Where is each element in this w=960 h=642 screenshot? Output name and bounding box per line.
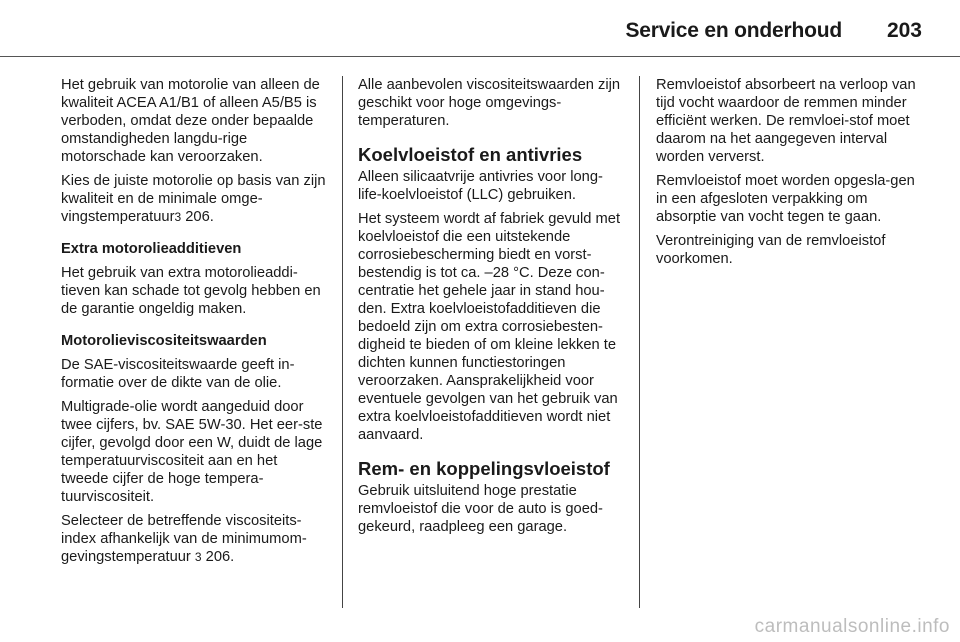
paragraph: Het gebruik van motorolie van alleen de kwaliteit ACEA A1/B1 of alleen A5/B5 is verboden, omdat deze onder bepaalde omstandigheden langdu-rige motorschade kan veroorzaken. xyxy=(61,77,320,165)
paragraph: Remvloeistof absorbeert na verloop van tijd vocht waardoor de remmen minder efficiënt werken. De remvloei-stof moet daarom na het aangegeven interval worden ververst. xyxy=(656,77,916,165)
paragraph xyxy=(61,512,327,566)
paragraph: Alleen silicaatvrije antivries voor long-life-koelvloeistof (LLC) gebruiken. xyxy=(358,169,603,203)
column-right xyxy=(656,76,922,274)
paragraph xyxy=(61,172,327,226)
paragraph: Het systeem wordt af fabriek gevuld met koelvloeistof die een uitstekende corrosiebescherming biedt en vorst-bestendig is tot ca. –28 °C. Deze con-centratie het gehele jaar in stand hou-den. Extra koelvloeistofadditieven die bedoeld zijn om extra corrosiebesten-digheid te bieden of om kleine lekken te dichten kunnen functiestoringen veroorzaken. Aansprakelijkheid voor eventuele gevolgen van het gebruik van extra koelvloeistofadditieven wordt niet aanvaard. xyxy=(358,211,621,443)
page-reference-arrow-icon: 3 xyxy=(174,210,182,224)
page-number: 203 xyxy=(886,19,922,42)
header-divider xyxy=(0,56,960,57)
watermark: carmanualsonline.info xyxy=(754,616,950,637)
paragraph: Gebruik uitsluitend hoge prestatie remvloeistof die voor de auto is goed-gekeurd, raadpleeg een garage. xyxy=(358,483,603,535)
column-middle xyxy=(358,76,624,542)
paragraph: Verontreiniging van de remvloeistof voorkomen. xyxy=(656,233,886,267)
paragraph: Alle aanbevolen viscositeitswaarden zijn geschikt voor hoge omgevings-temperaturen. xyxy=(358,77,621,129)
page-reference[interactable]: 206. xyxy=(181,209,214,225)
paragraph: Multigrade-olie wordt aangeduid door twee cijfers, bv. SAE 5W-30. Het eer-ste cijfer, gevolgd door een W, duidt de lage temperatuurviscositeit aan en het tweede cijfer de hoge tempera-tuurviscositeit. xyxy=(61,399,323,505)
paragraph: De SAE-viscositeitswaarde geeft in-formatie over de dikte van de olie. xyxy=(61,357,295,391)
page-title: Service en onderhoud xyxy=(625,19,842,42)
page-reference[interactable]: 206. xyxy=(201,549,235,565)
column-divider xyxy=(639,76,640,608)
subheading: Motorolieviscositeitswaarden xyxy=(61,333,267,349)
column-left xyxy=(61,76,327,572)
subheading: Extra motorolieadditieven xyxy=(61,241,242,257)
column-divider xyxy=(342,76,343,608)
section-heading: Rem- en koppelingsvloeistof xyxy=(358,458,610,479)
page-header xyxy=(0,0,960,56)
paragraph-text: Kies de juiste motorolie op basis van zijn kwaliteit en de minimale omge-vingstemperatuur xyxy=(61,173,326,225)
paragraph: Remvloeistof moet worden opgesla-gen in een afgesloten verpakking om absorptie van vocht tegen te gaan. xyxy=(656,173,915,225)
paragraph-text: Selecteer de betreffende viscositeits-index afhankelijk van de minimumom-gevingstemperatuur xyxy=(61,513,307,565)
page-reference-arrow-icon: 3 xyxy=(194,550,202,564)
paragraph: Het gebruik van extra motorolieaddi-tieven kan schade tot gevolg hebben en de garantie ongeldig maken. xyxy=(61,265,321,317)
section-heading: Koelvloeistof en antivries xyxy=(358,144,583,165)
